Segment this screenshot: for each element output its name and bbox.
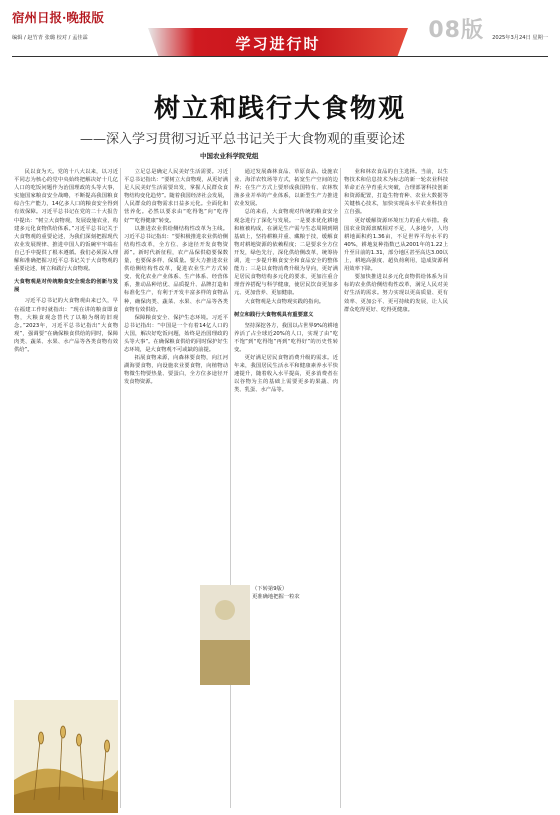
harvest-illustration [14, 700, 118, 813]
paragraph: 总的来看，大食物观对传统的粮食安全观念进行了深化与发展。一是要求优化耕地和植被构成，在满足生产需与生态周期到期基础上，坚持耕粮并重、藏粮于技，缓解食物对耕地资源的依赖程度；二是要求全方位开发，绿色先行，深化供给侧改革，统筹协调，进一步提升粮食安全和食品安全的整体能力；三是以食物消费升级为导向，更好满足居民食物结构多元化的要求，更加注重合理营养搭配与科学健康，使居民饮食更加多元、更加营养、更加健康。 [234, 209, 338, 297]
article-subtitle: ——深入学习贯彻习近平总书记关于大食物观的重要论述 [80, 132, 406, 147]
paragraph: 民以食为天。党的十八大以来，以习近平同志为核心的党中央始终把解决好十几亿人口的吃饭问题作为治国理政的头等大事，实施国家粮食安全战略，不断提高我国粮食综合生产能力，14亿多人口的粮食安全得到有效保障。习近平总书记在党的二十大报告中提出：“树立大食物观，发展设施农业，构建多元化食物供给体系。”习近平总书记关于大食物观的重要论述，为我们深刻把握现代农业发展规律、推进中国人的饭碗牢牢端在自己手中提供了根本遵循。我们必须深入理解和准确把握习近平总书记关于大食物观的重要论述，树立和践行大食物观。 [14, 169, 118, 273]
column-2 [124, 168, 228, 798]
paragraph: 以推进农业供给侧结构性改革为主线。习近平总书记指出：“要积极推进农业供给侧结构性改革，全方位、多途径开发食物资源”。新时代新征程，农产品保供稳要保数量，也要保多样、保质量。要大力推进农业供给侧结构性改革，促进农业生产方式转变、优化农业产业体系、生产体系、经营体系，推动品种培优、品质提升、品牌打造和标准化生产，有利于开发丰富多样的食物品种，确保肉类、蔬菜、水果、水产品等各类食物有效供给。 [124, 225, 228, 313]
paragraph: 保障粮食安全、保护生态环境。习近平总书记指出：“中国是一个有着14亿人口的大国，解决好吃饭问题，始终是治国理政的头等大事”。在确保粮食供给的同时保护好生态环境，是大食物观不可或缺的前提。 [124, 314, 228, 354]
closing-text: 更准确地把握一粒农 [252, 594, 300, 601]
column-divider [230, 168, 231, 808]
section-heading: 树立和践行大食物观具有重要意义 [234, 311, 314, 318]
continued-label: （下转第9版） [252, 586, 288, 592]
paragraph: 更好缓解资源环境压力的重大举措。我国农业资源禀赋相对不足，人多地少，人均耕地面积约1.36亩，不足世界平均水平的40%，耕地复种指数已从2001年的1.22上升至目前的1.31，部分地区甚至高达3.00以上，耕地高强度、超负荷利用，造成资源利用效率下降。 [344, 217, 448, 273]
paragraph: 业和林农食品的自主选择。当前，以生物技术和信息技术为标志的新一轮农业科技革命正在孕育重大突破，合理部署科技创新和资源配置，打造生物育种、农业大数据等关键核心技术，加快实现高水平农业科技自立自强。 [344, 169, 448, 216]
page-number: 08版 [428, 18, 484, 43]
header-rule [12, 56, 548, 57]
paragraph: 坚持深挖各方，我国以占世界9%的耕地养活了占全球近20%的人口，实现了由“吃不饱”到“吃得饱”再到“吃得好”的历史性转变。 [234, 322, 338, 353]
continuation-note [252, 585, 340, 601]
column-3 [234, 168, 338, 578]
newspaper-logo: 宿州日报·晚报版 [12, 10, 104, 25]
column-divider [120, 168, 121, 808]
column-4 [344, 168, 448, 798]
paragraph: 更好满足居民食物消费升级的需求。近年来，我国居民生活水平和健康素养水平快速提升，随着收入水平提高，更多消费者在以谷物为主的基础上需要更多的果蔬、肉类、乳蛋、水产品等。 [234, 355, 338, 394]
field-photo-icon [200, 585, 250, 685]
paragraph: 习近平总书记的大食物观由来已久，早在福建工作时就指出：“现在讲的粮食即食物，大粮食观念替代了以粮为纲的旧观念。”2023年，习近平总书记指出“大食物观”，强调要“在确保粮食供给的同时，保障肉类、蔬菜、水果、水产品等各类食物有效供给”。 [14, 298, 118, 353]
article-author: 中国农业科学院党组 [200, 152, 259, 160]
section-banner [148, 28, 408, 56]
editor-credits: 编辑 / 赵竹青 张璐 校对 / 孟佳霖 [12, 35, 88, 41]
column-divider [340, 168, 341, 808]
paragraph: 立足总是确定人民美好生活需要。习近平总书记指出：“要树立大食物观，从更好满足人民美好生活需要出发，掌握人民群众食物结构变化趋势”。随着我国经济社会发展，人民群众的食物需求日益多元化。全面化和营养化。必然以要求由“吃得饱”向“吃得好”“吃得健康”转变。 [124, 169, 228, 224]
article-title: 树立和践行大食物观 [153, 94, 406, 124]
section-label: 学习进行时 [235, 35, 321, 53]
wheat-icon [14, 700, 118, 813]
paragraph: 大食物观是大食物观实践的指向。 [244, 298, 325, 305]
column-1 [14, 168, 118, 698]
paragraph: 拓展食物来源，向森林要食物，向江河湖海要食物，向设施农业要食物，向植物动物微生物要热量、要蛋白，全方位多途径开发食物资源。 [124, 355, 228, 386]
vertical-photo [200, 585, 250, 685]
section-heading: 大食物观是对传统粮食安全观念的创新与发展 [14, 279, 118, 294]
publication-date: 2025年3月24日 星期一 [492, 35, 548, 41]
paragraph: 通过发展森林食品、草原食品、设施农业、海洋农牧场等方式，拓宽生产空间的边界；在生产方式上要形成我国特有、农林牧渔多业并举的产业体系，以新型生产力推进农业发展。 [234, 169, 338, 208]
paragraph: 要加快推进以多元化食物供给体系为目标的农业供给侧结构性改革，满足人民对美好生活的需求。努力实现以更高质量、更有效率、更加公平、更可持续的发展，让人民群众吃得更好、吃得更健康。 [344, 274, 448, 313]
